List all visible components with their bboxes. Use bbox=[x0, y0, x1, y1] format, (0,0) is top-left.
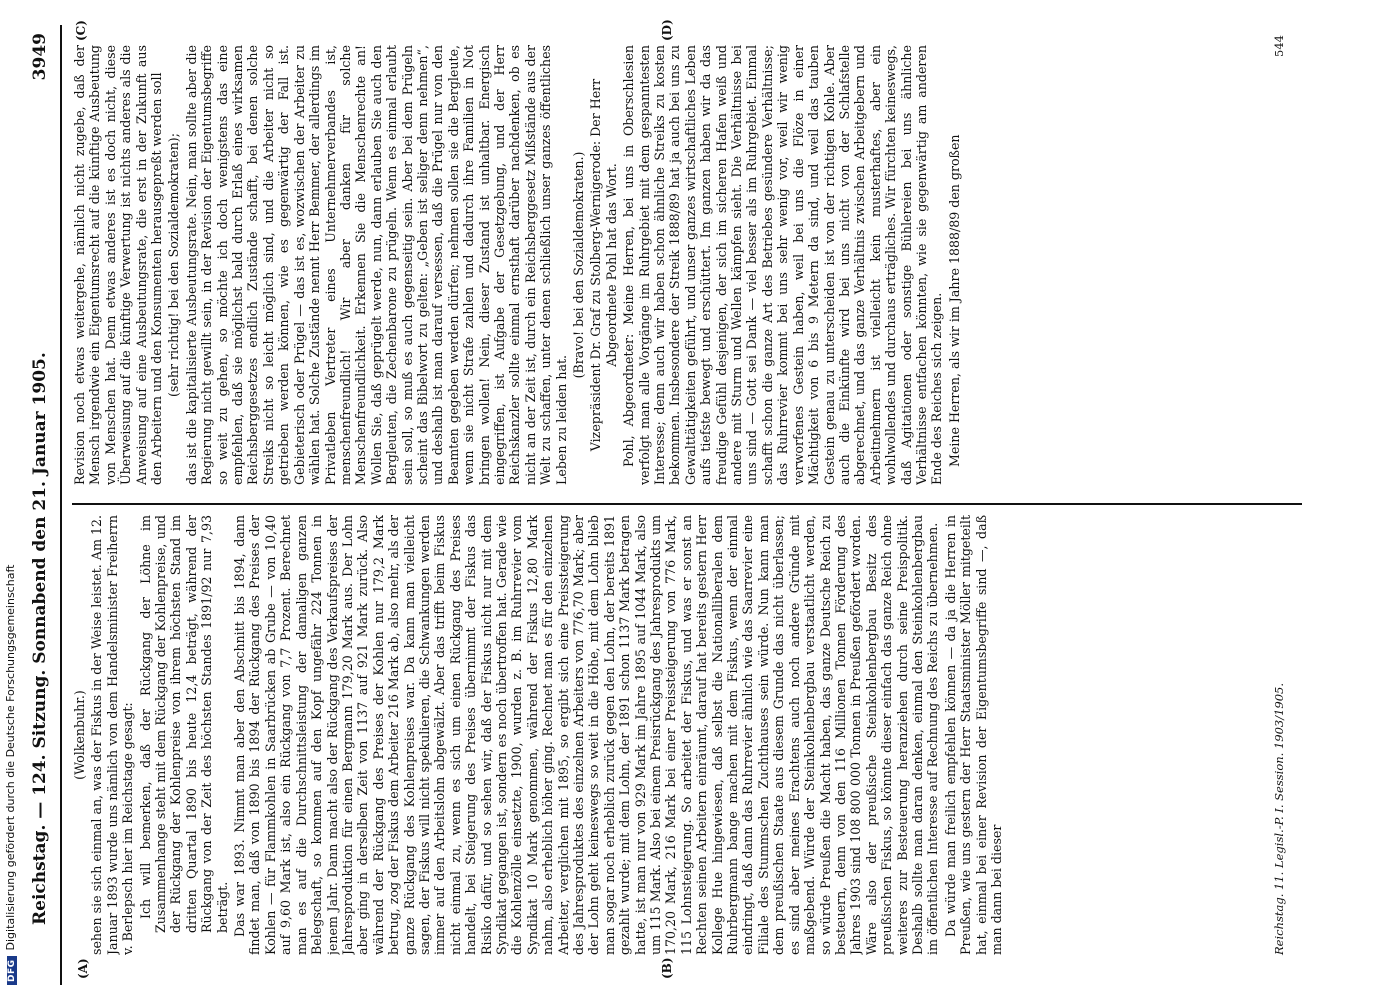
left-quote: Ich will bemerken, daß der Rückgang der Löhne im Zusammenhange steht mit dem Rückgang der Kohlenpreise, und der Rückgang der Kohlenpreise von ihrem höchsten Stand im dritten Quartal 1890 bis heute 12,4 beträgt, während der Rückgang von der Zeit des höchsten Standes 1891/92 nur 7,93 beträgt. bbox=[137, 515, 230, 933]
page-number: 3949 bbox=[30, 33, 50, 81]
applause-note: (Bravo! bei den Sozialdemokraten.) bbox=[571, 151, 586, 379]
applause-note: (sehr richtig! bei den Sozialdemokraten); bbox=[166, 133, 182, 397]
margin-mark-d: (D) bbox=[660, 19, 674, 41]
dfg-logo: DFG bbox=[7, 956, 17, 985]
footer-sheet-number: 544 bbox=[1272, 35, 1286, 57]
left-paragraph: Da würde man freilich empfehlen können — da ja die Herren in Preußen, wie uns gestern der Herr Staatsminister Möller mitgeteilt hat, einmal bei einer Revision der Eigentumsbegriffe sind —, daß man dann bei dieser bbox=[942, 515, 1004, 955]
left-column bbox=[72, 515, 1252, 955]
newspaper-page bbox=[20, 19, 1320, 985]
left-paragraph: sehen sie sich einmal an, was der Fiskus in der Weise leistet. Am 12. Januar 1893 wurde uns nämlich von dem Handelsminister Freiherrn v. Berlepsch hier im Reichstage gesagt: bbox=[89, 515, 136, 955]
right-paragraph: Pohl, Abgeordneter: Meine Herren, bei uns in Oberschlesien verfolgt man alle Vorgänge im Ruhrgebiet mit dem gespanntesten Interesse; denn auch wir haben schon ähnliche Streiks zu kosten bekommen. Insbesondere der Streik 1888/89 hat ja auch bei uns zu Gewalttätigkeiten geführt, und unser ganzes wirtschaftliches Leben aufs tiefste bewegt und erschüttert. Im ganzen haben wir da das freudige Gefühl desjenigen, der sich im sicheren Hafen weiß und andere mit Sturm und Wellen kämpfen sieht. Die Verhältnisse bei uns sind — Gott sei Dank — viel besser als im Ruhrgebiet. Einmal schafft schon die ganze Art des Betriebes gesündere Verhältnisse; das Ruhrrevier kommt bei uns sehr wenig vor, weil wir wenig verworfenes Gestein haben, weil bei uns die Flöze in einer Mächtigkeit von 6 bis 9 Metern da sind, und weil das tauben Gestein genau zu unterscheiden ist von der richtigen Kohle. Aber auch die Einkünfte wird bei uns nicht von der Schlafstelle abgerechnet, und das ganze Verhältnis zwischen Arbeitgebern und Arbeitnehmern ist vielleicht kein musterhaftes, aber ein wohlwollendes und durchaus erträgliches. Wir fürchten keineswegs, daß Agitationen oder sonstige Bühlereien bei uns ähnliche Verhältnisse entfachen könnten, wie sie gegenwärtig am anderen Ende des Reiches sich zeigen. bbox=[621, 45, 945, 485]
margin-mark-b: (B) bbox=[660, 957, 674, 979]
right-paragraph: Revision noch etwas weitergehe, nämlich nicht zugebe, daß der Mensch irgendwie ein Eigentumsrecht auf die künftige Ausbeutung von Menschen hat. Denn etwas anderes ist es doch nicht, diese Überweisung auf die künftige Verwertung ist nichts anderes als die Anweisung auf eine Ausbeutungsrate, die erst in der Zukunft aus den Arbeitern und den Konsumenten herausgepreßt werden soll bbox=[72, 45, 165, 485]
speaker-note: (Wolkenbuhr.) bbox=[72, 690, 87, 780]
header-title: Reichstag. — 124. Sitzung. Sonnabend den 21. Januar 1905. bbox=[30, 352, 50, 925]
right-paragraph: Meine Herren, als wir im Jahre 1888/89 den großen bbox=[946, 134, 962, 467]
footer-session: Reichstag. 11. Legisl.-P. I. Session. 1903/1905. bbox=[1272, 682, 1286, 955]
margin-mark-c: (C) bbox=[74, 20, 88, 41]
column-divider bbox=[72, 504, 1302, 506]
right-paragraph: das ist die kapitalisierte Ausbeutungsrate. Nein, man sollte aber die Regierung nicht gewillt sein, in der Revision der Eigentumsbegriffe so weit zu gehen, so möchte ich doch wenigstens das eine empfehlen, daß sie möglichst bald durch Erlaß eines wirksamen Reichsberggesetzes endlich Zustände schafft, bei denen solche Streiks nicht so leicht möglich sind, und die Arbeiter nicht so getrieben werden können, wie es gegenwärtig der Fall ist. Gebieterisch oder Prügel — das ist es, wozwischen der Arbeiter zu wählen hat. Solche Zustände nennt Herr Bemmer, der allerdings im Privatleben Vertreter eines Unternehmerverbandes ist, menschenfreundlich! Wir aber danken für solche Menschenfreundlichkeit. Erkennen Sie die Menschenrechte an! Wollen Sie, daß geprügelt werde, nun, dann erlauben Sie auch den Bergleuten, die Zechenbarone zu prügeln. Wenn es einmal erlaubt sein soll, so muß es auch gegenseitig sein. Aber bei dem Prügeln scheint das Bibelwort zu gelten: „Geben ist seliger denn nehmen“, und deshalb ist man darauf versessen, daß die Prügel nur von den Beamten gegeben werden dürfen; nehmen sollen sie die Bergleute, wenn sie nicht Strafe zahlen und dadurch ihre Familien in Not bringen wollen! Nein, dieser Zustand ist unhaltbar. Energisch eingegriffen, ist Aufgabe der Gesetzgebung, und der Herr Reichskanzler sollte einmal ernsthaft darüber nachdenken, ob es nicht an der Zeit ist, durch ein Reichsberggesetz Mißstände aus der Welt zu schaffen, unter denen schließlich unser ganzes öffentliches Leben zu leiden hat. bbox=[183, 45, 569, 485]
right-column bbox=[72, 45, 1252, 485]
left-paragraph: Das war 1893. Nimmt man aber den Abschnitt bis 1894, dann findet man, daß von 1890 bis 1894 der Rückgang des Preises der Kohlen — für Flammkohlen in Saarbrücken ab Grube — von 10,40 auf 9,60 Mark ist, also ein Rückgang von 7,7 Prozent. Berechnet man es auf die Durchschnittsleistung der damaligen ganzen Belegschaft, so kommen auf den Kopf ungefähr 224 Tonnen in jenem Jahr. Dann macht also der Rückgang des Verkaufspreises der Jahresproduktion für einen Bergmann 179,20 Mark aus. Der Lohn aber ging in derselben Zeit von 1137 auf 921 Mark zurück. Also während der Rückgang des Preises der Kohlen nur 179,2 Mark betrug, zog der Fiskus dem Arbeiter 216 Mark ab, also mehr, als der ganze Rückgang des Kohlenpreises war. Da kann man vielleicht sagen, der Fiskus will nicht spekulieren, die Schwankungen werden immer auf den Arbeitslohn abgewälzt. Aber das trifft beim Fiskus nicht einmal zu, wenn es sich um einen Rückgang des Preises handelt, bei Steigerung des Preises übernimmt der Fiskus das Risiko dafür, und so sehen wir, daß der Fiskus nicht nur mit dem Syndikat gegangen ist, sondern es noch übertroffen hat. Gerade wie die Kohlenzölle einsetzte, 1900, wurden z. B. im Ruhrrevier vom Syndikat 10 Mark genommen, während der Fiskus 12,80 Mark nahm, also erheblich höher ging. Rechnet man es für den einzelnen Arbeiter, verglichen mit 1895, so ergibt sich eine Preissteigerung des Jahresproduktes des einzelnen Arbeiters von 776,70 Mark; aber der Lohn geht keineswegs so weit in die Höhe, mit dem Lohn blieb man sogar noch erheblich zurück gegen den Lohn, der bereits 1891 gezahlt wurde; mit dem Lohn, der 1891 schon 1137 Mark betragen hatte, ist man nur von 929 Mark im Jahre 1895 auf 1044 Mark, also um 115 Mark. Also bei einem Preisrückgang des Jahresprodukts um 170,20 Mark, 216 Mark bei einer Preissteigerung von 776 Mark, 115 Lohnsteigerung. So arbeitet der Fiskus, und was er sonst an Rechten seinen Arbeitern einräumt, darauf hat bereits gestern Herr Kollege Hue hingewiesen, daß selbst die Nationalliberalen dem Ruhrbergmann bange machen mit dem Fiskus, wenn der einmal eindringt, daß dann das Ruhrrevier ähnlich wie das Saarrevier eine Filiale des Stummschen Zuchthauses sein würde. Nun kann man dem preußischen Staate aus diesem Grunde das nicht überlassen; es sind aber meines Erachtens auch noch andere Gründe mit maßgebend. Würde der Steinkohlenbergbau verstaatlicht werden, so würde Preußen die Macht haben, das ganze Deutsche Reich zu besteuern, denn von den 116 Millionen Tonnen Förderung des Jahres 1903 sind 108 800 000 Tonnen in Preußen gefördert worden. Wäre also der preußische Steinkohlenbergbau Besitz des preußischen Fiskus, so könnte dieser einfach das ganze Reich ohne weiteres zur Besteuerung heranziehen durch seine Preispolitik. Deshalb sollte man daran denken, einmal den Steinkohlenbergbau im öffentlichen Interesse auf Rechnung des Reichs zu übernehmen. bbox=[232, 515, 941, 955]
margin-mark-a: (A) bbox=[76, 958, 90, 979]
page-footer bbox=[1272, 35, 1302, 955]
page-header bbox=[20, 25, 62, 985]
vice-president-line: Vizepräsident Dr. Graf zu Stolberg-Wernigerode: Der Herr Abgeordnete Pohl hat das Wort. bbox=[588, 78, 619, 452]
credit-text: Digitalisierung gefördert durch die Deutsche Forschungsgemeinschaft bbox=[4, 564, 17, 951]
digitization-credit bbox=[4, 0, 17, 985]
